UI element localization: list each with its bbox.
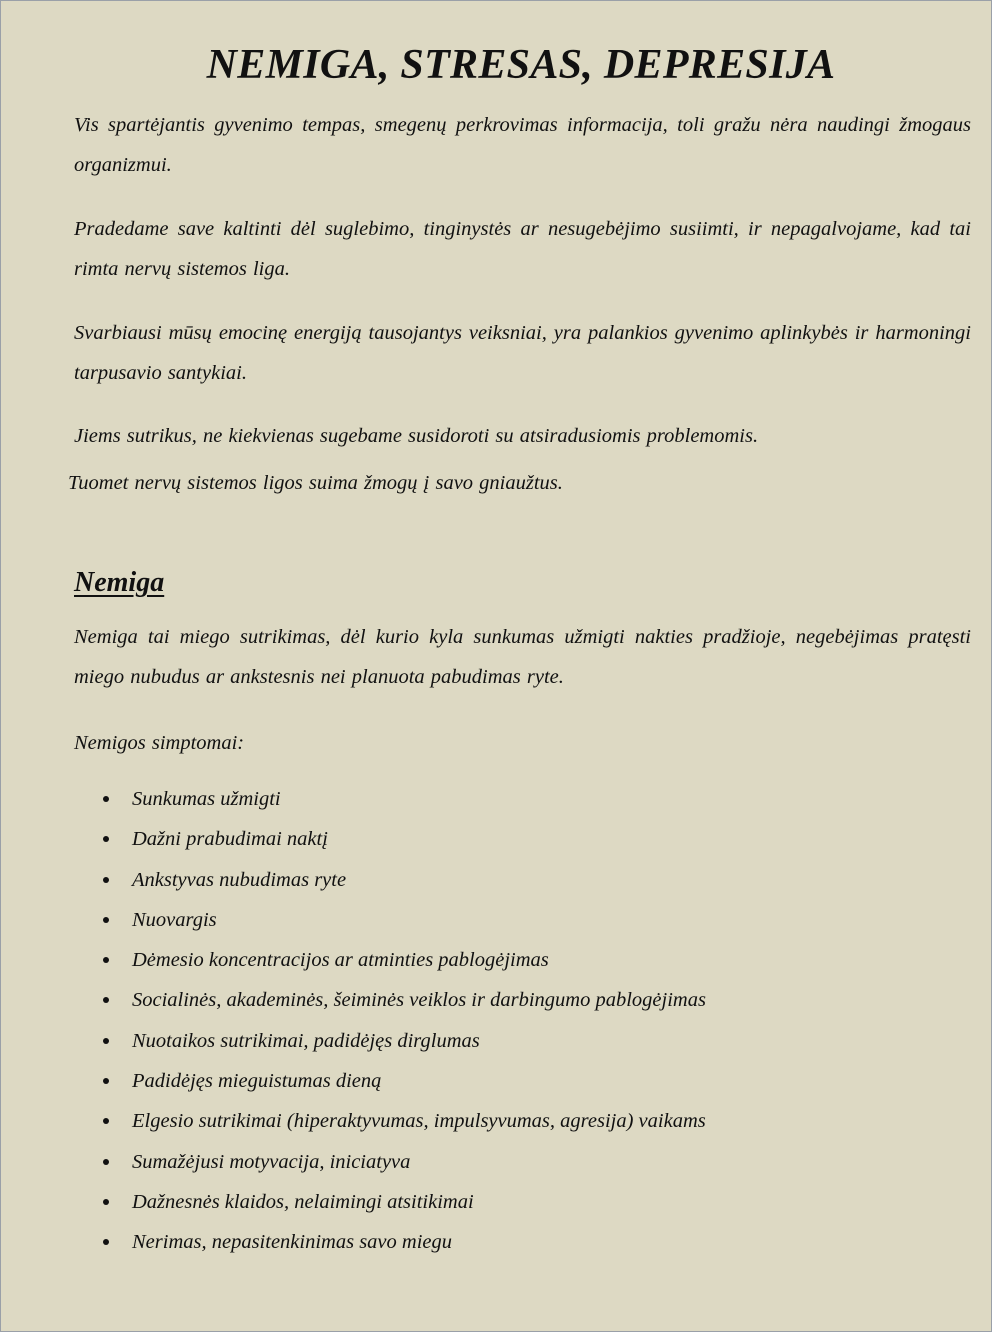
nemiga-definition: Nemiga tai miego sutrikimas, dėl kurio kyla sunkumas užmigti nakties pradžioje, negebėjimas pratęsti miego nubudus ar ankstesnis nei planuota pabudimas ryte. — [74, 626, 971, 688]
symptom-text: Dėmesio koncentracijos ar atminties pablogėjimas — [132, 949, 549, 972]
bullet-icon — [103, 877, 109, 883]
intro-paragraph-3: Svarbiausi mūsų emocinę energiją tausojantys veiksniai, yra palankios gyvenimo aplinkybės ir harmoningi tarpusavio santykiai. — [74, 322, 971, 384]
section-heading-nemiga: Nemiga — [74, 567, 165, 598]
symptom-item — [132, 823, 706, 863]
bullet-icon — [103, 796, 109, 802]
bullet-icon — [103, 1038, 109, 1044]
bullet-icon — [103, 1199, 109, 1205]
intro-paragraph-2: Pradedame save kaltinti dėl suglebimo, tinginystės ar nesugebėjimo susiimti, ir nepagalvojame, kad tai rimta nervų sistemos liga. — [74, 218, 971, 280]
bullet-icon — [103, 836, 109, 842]
symptom-text: Nerimas, nepasitenkinimas savo miegu — [132, 1231, 452, 1254]
symptom-item — [132, 1025, 706, 1065]
symptom-text: Dažni prabudimai naktį — [132, 828, 328, 851]
symptom-text: Sumažėjusi motyvacija, iniciatyva — [132, 1150, 411, 1173]
bullet-icon — [103, 1159, 109, 1165]
symptom-item — [132, 984, 706, 1024]
symptom-item — [132, 1146, 706, 1186]
symptom-item — [132, 1065, 706, 1105]
symptom-text: Ankstyvas nubudimas ryte — [132, 868, 347, 891]
bullet-icon — [103, 1078, 109, 1084]
symptom-item — [132, 1186, 706, 1226]
symptom-item — [132, 1105, 706, 1145]
symptom-item — [132, 944, 706, 984]
document-title: NEMIGA, STRESAS, DEPRESIJA — [206, 42, 836, 88]
bullet-icon — [103, 997, 109, 1003]
symptoms-label: Nemigos simptomai: — [74, 732, 245, 754]
bullet-icon — [103, 957, 109, 963]
bullet-icon — [103, 1118, 109, 1124]
symptom-text: Dažnesnės klaidos, nelaimingi atsitikimai — [132, 1190, 474, 1213]
intro-paragraph-4: Jiems sutrikus, ne kiekvienas sugebame susidoroti su atsiradusiomis problemomis. — [74, 425, 759, 447]
symptom-text: Nuotaikos sutrikimai, padidėjęs dirglumas — [132, 1029, 480, 1052]
bullet-icon — [103, 1239, 109, 1245]
symptom-text: Nuovargis — [132, 908, 217, 931]
bullet-icon — [103, 917, 109, 923]
symptom-text: Socialinės, akademinės, šeiminės veiklos ir darbingumo pablogėjimas — [132, 989, 706, 1012]
symptom-text: Sunkumas užmigti — [132, 788, 281, 810]
symptoms-list — [132, 783, 706, 1267]
symptom-item — [132, 1226, 706, 1266]
symptom-text: Elgesio sutrikimai (hiperaktyvumas, impulsyvumas, agresija) vaikams — [132, 1110, 706, 1133]
symptom-item — [132, 864, 706, 904]
intro-paragraph-5: Tuomet nervų sistemos ligos suima žmogų į savo gniaužtus. — [68, 472, 563, 494]
intro-paragraph-1: Vis spartėjantis gyvenimo tempas, smegenų perkrovimas informacija, toli gražu nėra naudingi žmogaus organizmui. — [74, 114, 971, 176]
symptom-text: Padidėjęs mieguistumas dieną — [132, 1070, 382, 1093]
symptom-item — [132, 783, 706, 823]
symptom-item — [132, 904, 706, 944]
